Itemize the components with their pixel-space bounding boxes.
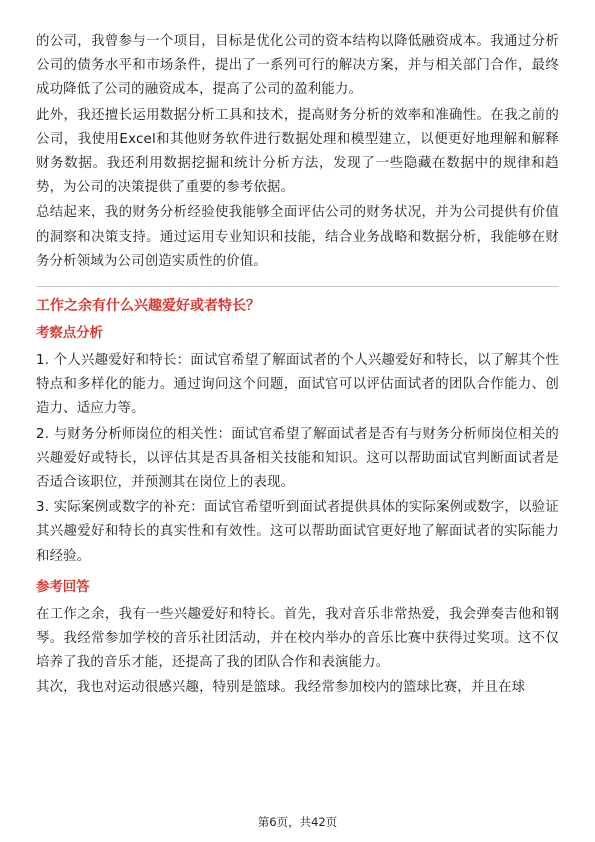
analysis-point-3: 3. 实际案例或数字的补充：面试官希望听到面试者提供具体的实际案例或数字，以验证其兴趣爱好和特长的真实性和有效性。这可以帮助面试官更好地了解面试者的实际能力和经验。 [36, 500, 559, 564]
document-page [36, 30, 559, 702]
answer-heading: 参考回答 [36, 579, 90, 595]
question-heading: 工作之余有什么兴趣爱好或者特长？ [36, 298, 260, 315]
analysis-point-1: 1. 个人兴趣爱好和特长：面试官希望了解面试者的个人兴趣爱好和特长，以了解其个性特点和多样化的能力。通过询问这个问题，面试官可以评估面试者的团队合作能力、创造力、适应力等。 [36, 353, 559, 417]
analysis-point-2: 2. 与财务分析师岗位的相关性：面试官希望了解面试者是否有与财务分析师岗位相关的兴趣爱好或特长，以评估其是否具备相关技能和知识。这可以帮助面试官判断面试者是否适合该职位，并预测其在岗位上的表现。 [36, 426, 559, 491]
answer-paragraph-1: 在工作之余，我有一些兴趣爱好和特长。首先，我对音乐非常热爱，我会弹奏吉他和钢琴。我经常参加学校的音乐社团活动，并在校内举办的音乐比赛中获得过奖项。这不仅培养了我的音乐才能，还提高了我的团队合作和表演能力。 [36, 606, 559, 671]
page-number: 第6页，共42页 [257, 815, 338, 829]
intro-paragraph-1: 的公司，我曾参与一个项目，目标是优化公司的资本结构以降低融资成本。我通过分析公司的债务水平和市场条件，提出了一系列可行的解决方案，并与相关部门合作，最终成功降低了公司的融资成本，提高了公司的盈利能力。 [36, 34, 559, 98]
intro-paragraph-2: 此外，我还擅长运用数据分析工具和技术，提高财务分析的效率和准确性。在我之前的公司，我使用Excel和其他财务软件进行数据处理和模型建立，以便更好地理解和解释财务数据。我还利用数据挖掘和统计分析方法，发现了一些隐藏在数据中的规律和趋势，为公司的决策提供了重要的参考依据。 [36, 107, 559, 196]
section-divider [36, 286, 559, 287]
intro-paragraph-3: 总结起来，我的财务分析经验使我能够全面评估公司的财务状况，并为公司提供有价值的洞察和决策支持。通过运用专业知识和技能，结合业务战略和数据分析，我能够在财务分析领域为公司创造实质性的价值。 [36, 205, 559, 269]
analysis-heading: 考察点分析 [36, 326, 103, 342]
answer-paragraph-2: 其次，我也对运动很感兴趣，特别是篮球。我经常参加校内的篮球比赛，并且在球 [36, 680, 526, 696]
